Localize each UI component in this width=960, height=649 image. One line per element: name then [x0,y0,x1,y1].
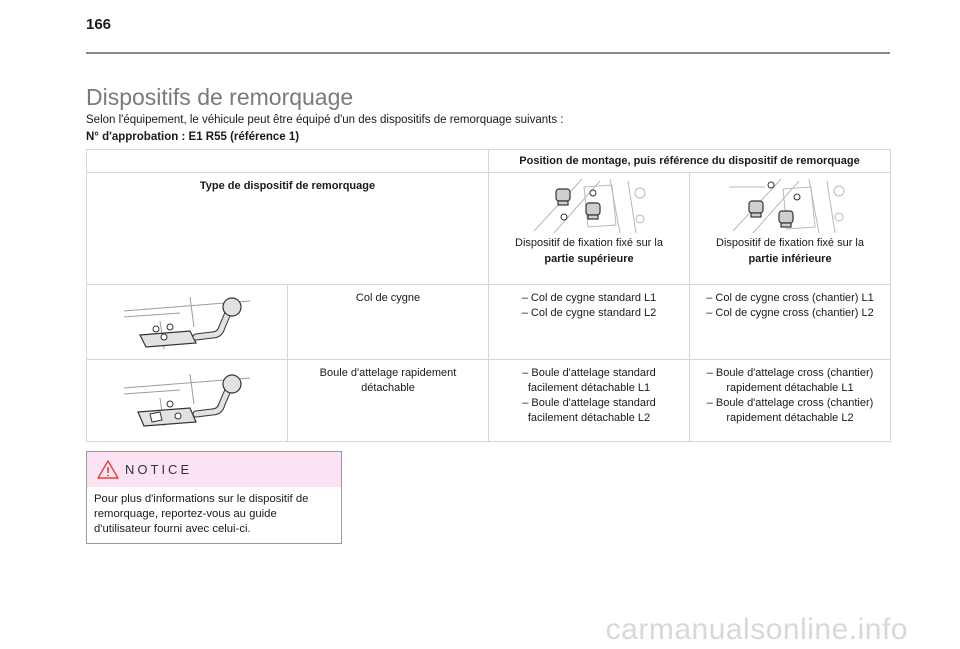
approval-number: N° d'approbation : E1 R55 (référence 1) [86,131,300,143]
detachable-lower-cell [690,360,891,442]
intro-text: Selon l'équipement, le véhicule peut être équipé d'un des dispositifs de remorquage suivants : [86,114,564,126]
notice-header [87,452,341,487]
page-title: Dispositifs de remorquage [86,84,354,110]
towing-devices-table [86,149,891,442]
list-item: – Col de cygne cross (chantier) L1 [706,291,874,304]
watermark: carmanualsonline.info [605,613,908,646]
detachable-illustration-cell [87,360,288,442]
notice-title: NOTICE [125,462,193,477]
list-item: – Boule d'attelage standard facilement détachable L2 [522,397,656,425]
page-number: 166 [86,16,112,33]
mount-lower-cell [690,173,891,285]
gooseneck-type-label: Col de cygne [355,291,421,304]
type-header: Type de dispositif de remorquage [87,173,489,285]
warning-triangle-icon [97,460,119,479]
mount-upper-cell [489,173,690,285]
list-item: – Boule d'attelage cross (chantier) rapidement détachable L1 [706,367,874,395]
gooseneck-upper-cell [489,284,690,360]
position-header: Position de montage, puis référence du dispositif de remorquage [489,150,891,173]
list-item: – Col de cygne cross (chantier) L2 [706,306,874,319]
list-item: – Boule d'attelage cross (chantier) rapidement détachable L2 [706,397,874,425]
notice-box [86,451,342,544]
mount-upper-illustration [524,177,654,235]
empty-header-cell [87,150,489,173]
detachable-upper-cell [489,360,690,442]
mount-lower-caption: Dispositif de fixation fixé sur la partie inférieure [716,237,864,266]
list-item: – Boule d'attelage standard facilement détachable L1 [522,367,656,395]
header-rule [86,52,890,54]
gooseneck-illustration-cell [87,284,288,360]
mount-lower-illustration [725,177,855,235]
gooseneck-type-cell [288,284,489,360]
detachable-type-label: Boule d'attelage rapidement détachable [319,367,457,395]
list-item: – Col de cygne standard L2 [521,306,657,319]
mount-upper-caption: Dispositif de fixation fixé sur la partie supérieure [515,237,663,266]
gooseneck-hitch-illustration [120,291,254,355]
list-item: – Col de cygne standard L1 [521,291,657,304]
notice-text: Pour plus d'informations sur le dispositif de remorquage, reportez-vous au guide d'utilisateur fourni avec celui-ci. [94,493,309,535]
detachable-ball-illustration [120,366,254,432]
detachable-type-cell [288,360,489,442]
gooseneck-lower-cell [690,284,891,360]
